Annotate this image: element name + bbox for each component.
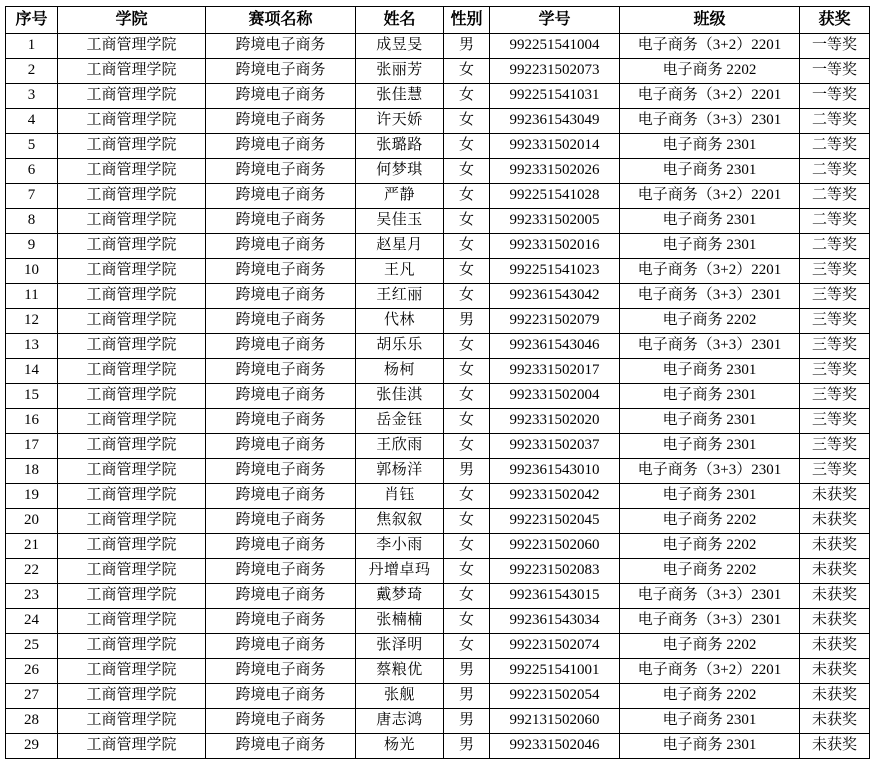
cell-student-id: 992231502079 [490,309,620,334]
cell-event: 跨境电子商务 [206,684,356,709]
cell-seq: 21 [6,534,58,559]
cell-college: 工商管理学院 [58,259,206,284]
cell-name: 张泽明 [356,634,444,659]
cell-award: 二等奖 [800,209,870,234]
cell-event: 跨境电子商务 [206,84,356,109]
cell-college: 工商管理学院 [58,659,206,684]
cell-name: 杨光 [356,734,444,759]
cell-class: 电子商务 2202 [620,309,800,334]
cell-name: 焦叙叙 [356,509,444,534]
cell-gender: 女 [444,159,490,184]
cell-gender: 女 [444,634,490,659]
cell-name: 王凡 [356,259,444,284]
cell-seq: 5 [6,134,58,159]
cell-seq: 19 [6,484,58,509]
column-header-name: 姓名 [356,7,444,34]
cell-name: 李小雨 [356,534,444,559]
cell-seq: 9 [6,234,58,259]
cell-college: 工商管理学院 [58,459,206,484]
cell-name: 胡乐乐 [356,334,444,359]
cell-event: 跨境电子商务 [206,634,356,659]
table-row [6,709,870,734]
cell-award: 一等奖 [800,84,870,109]
cell-college: 工商管理学院 [58,59,206,84]
table-row [6,384,870,409]
table-row [6,559,870,584]
cell-award: 未获奖 [800,534,870,559]
cell-class: 电子商务 2301 [620,709,800,734]
cell-event: 跨境电子商务 [206,459,356,484]
cell-event: 跨境电子商务 [206,409,356,434]
cell-gender: 女 [444,609,490,634]
cell-college: 工商管理学院 [58,634,206,659]
cell-award: 三等奖 [800,384,870,409]
cell-seq: 6 [6,159,58,184]
cell-seq: 8 [6,209,58,234]
table-row [6,134,870,159]
cell-class: 电子商务 2301 [620,234,800,259]
cell-gender: 男 [444,659,490,684]
cell-seq: 27 [6,684,58,709]
cell-award: 未获奖 [800,734,870,759]
cell-college: 工商管理学院 [58,84,206,109]
cell-seq: 17 [6,434,58,459]
cell-name: 唐志鸿 [356,709,444,734]
cell-gender: 男 [444,709,490,734]
cell-award: 三等奖 [800,359,870,384]
cell-seq: 16 [6,409,58,434]
cell-event: 跨境电子商务 [206,734,356,759]
table-row [6,609,870,634]
cell-seq: 2 [6,59,58,84]
cell-name: 严静 [356,184,444,209]
cell-seq: 22 [6,559,58,584]
cell-name: 何梦琪 [356,159,444,184]
table-row [6,184,870,209]
table-row [6,234,870,259]
cell-award: 未获奖 [800,559,870,584]
cell-gender: 女 [444,434,490,459]
cell-gender: 女 [444,559,490,584]
cell-award: 未获奖 [800,609,870,634]
cell-class: 电子商务（3+3）2301 [620,284,800,309]
cell-college: 工商管理学院 [58,534,206,559]
cell-event: 跨境电子商务 [206,359,356,384]
table-row [6,334,870,359]
cell-college: 工商管理学院 [58,234,206,259]
column-header-college: 学院 [58,7,206,34]
cell-college: 工商管理学院 [58,409,206,434]
cell-name: 张佳慧 [356,84,444,109]
cell-student-id: 992231502073 [490,59,620,84]
column-header-seq: 序号 [6,7,58,34]
cell-student-id: 992231502060 [490,534,620,559]
cell-name: 张璐路 [356,134,444,159]
cell-college: 工商管理学院 [58,609,206,634]
cell-student-id: 992361543046 [490,334,620,359]
cell-award: 二等奖 [800,234,870,259]
cell-college: 工商管理学院 [58,134,206,159]
cell-gender: 女 [444,209,490,234]
cell-class: 电子商务 2301 [620,734,800,759]
cell-student-id: 992331502046 [490,734,620,759]
cell-class: 电子商务 2301 [620,209,800,234]
cell-award: 三等奖 [800,309,870,334]
cell-award: 一等奖 [800,34,870,59]
cell-class: 电子商务 2301 [620,434,800,459]
cell-college: 工商管理学院 [58,309,206,334]
cell-award: 未获奖 [800,484,870,509]
cell-seq: 18 [6,459,58,484]
cell-gender: 女 [444,84,490,109]
cell-event: 跨境电子商务 [206,59,356,84]
cell-student-id: 992251541001 [490,659,620,684]
cell-seq: 24 [6,609,58,634]
table-row [6,84,870,109]
table-row [6,684,870,709]
column-header-event: 赛项名称 [206,7,356,34]
cell-seq: 7 [6,184,58,209]
cell-student-id: 992331502020 [490,409,620,434]
table-header-row [6,7,870,34]
column-header-gender: 性别 [444,7,490,34]
cell-student-id: 992331502014 [490,134,620,159]
cell-gender: 女 [444,284,490,309]
cell-gender: 男 [444,309,490,334]
cell-award: 未获奖 [800,584,870,609]
cell-name: 赵星月 [356,234,444,259]
cell-gender: 女 [444,59,490,84]
table-row [6,734,870,759]
column-header-student-id: 学号 [490,7,620,34]
cell-gender: 女 [444,259,490,284]
cell-seq: 4 [6,109,58,134]
cell-student-id: 992331502037 [490,434,620,459]
cell-seq: 25 [6,634,58,659]
table-row [6,359,870,384]
cell-student-id: 992331502005 [490,209,620,234]
cell-name: 王欣雨 [356,434,444,459]
cell-seq: 14 [6,359,58,384]
cell-award: 三等奖 [800,334,870,359]
cell-college: 工商管理学院 [58,734,206,759]
cell-gender: 女 [444,409,490,434]
table-row [6,109,870,134]
cell-seq: 11 [6,284,58,309]
table-row [6,459,870,484]
cell-college: 工商管理学院 [58,184,206,209]
table-row [6,659,870,684]
cell-college: 工商管理学院 [58,684,206,709]
cell-college: 工商管理学院 [58,334,206,359]
table-row [6,159,870,184]
cell-event: 跨境电子商务 [206,484,356,509]
cell-seq: 10 [6,259,58,284]
cell-college: 工商管理学院 [58,284,206,309]
table-row [6,34,870,59]
cell-class: 电子商务 2202 [620,534,800,559]
cell-gender: 女 [444,534,490,559]
cell-award: 一等奖 [800,59,870,84]
award-results-table [5,6,870,759]
cell-class: 电子商务（3+2）2201 [620,34,800,59]
cell-student-id: 992131502060 [490,709,620,734]
cell-seq: 13 [6,334,58,359]
cell-student-id: 992361543015 [490,584,620,609]
cell-award: 三等奖 [800,284,870,309]
cell-class: 电子商务 2301 [620,159,800,184]
cell-name: 蔡粮优 [356,659,444,684]
cell-student-id: 992251541028 [490,184,620,209]
cell-student-id: 992231502045 [490,509,620,534]
table-row [6,209,870,234]
cell-gender: 女 [444,134,490,159]
cell-student-id: 992331502016 [490,234,620,259]
cell-event: 跨境电子商务 [206,509,356,534]
column-header-class: 班级 [620,7,800,34]
cell-award: 二等奖 [800,134,870,159]
cell-class: 电子商务（3+2）2201 [620,84,800,109]
cell-gender: 女 [444,509,490,534]
cell-name: 杨柯 [356,359,444,384]
table-row [6,284,870,309]
cell-class: 电子商务（3+2）2201 [620,659,800,684]
table-row [6,309,870,334]
cell-seq: 26 [6,659,58,684]
cell-student-id: 992331502017 [490,359,620,384]
cell-gender: 女 [444,359,490,384]
cell-award: 三等奖 [800,434,870,459]
cell-name: 戴梦琦 [356,584,444,609]
cell-name: 郭杨洋 [356,459,444,484]
cell-class: 电子商务（3+3）2301 [620,109,800,134]
cell-event: 跨境电子商务 [206,584,356,609]
cell-class: 电子商务 2301 [620,359,800,384]
cell-student-id: 992251541023 [490,259,620,284]
cell-student-id: 992231502054 [490,684,620,709]
cell-class: 电子商务（3+2）2201 [620,259,800,284]
cell-event: 跨境电子商务 [206,609,356,634]
cell-class: 电子商务（3+3）2301 [620,459,800,484]
cell-college: 工商管理学院 [58,109,206,134]
cell-award: 未获奖 [800,509,870,534]
cell-class: 电子商务（3+3）2301 [620,334,800,359]
cell-student-id: 992361543034 [490,609,620,634]
cell-college: 工商管理学院 [58,434,206,459]
cell-award: 三等奖 [800,409,870,434]
cell-event: 跨境电子商务 [206,209,356,234]
cell-event: 跨境电子商务 [206,309,356,334]
cell-student-id: 992231502083 [490,559,620,584]
cell-event: 跨境电子商务 [206,434,356,459]
cell-event: 跨境电子商务 [206,234,356,259]
cell-seq: 20 [6,509,58,534]
table-row [6,434,870,459]
cell-college: 工商管理学院 [58,709,206,734]
cell-seq: 1 [6,34,58,59]
cell-class: 电子商务（3+2）2201 [620,184,800,209]
cell-name: 张佳淇 [356,384,444,409]
cell-student-id: 992231502074 [490,634,620,659]
cell-student-id: 992331502026 [490,159,620,184]
cell-event: 跨境电子商务 [206,34,356,59]
cell-award: 未获奖 [800,634,870,659]
cell-award: 未获奖 [800,709,870,734]
cell-event: 跨境电子商务 [206,109,356,134]
cell-class: 电子商务（3+3）2301 [620,584,800,609]
cell-class: 电子商务 2202 [620,59,800,84]
cell-award: 未获奖 [800,659,870,684]
cell-award: 二等奖 [800,159,870,184]
cell-gender: 女 [444,109,490,134]
cell-event: 跨境电子商务 [206,184,356,209]
cell-class: 电子商务 2202 [620,559,800,584]
cell-name: 肖钰 [356,484,444,509]
cell-name: 许天娇 [356,109,444,134]
cell-student-id: 992361543042 [490,284,620,309]
table-row [6,534,870,559]
cell-gender: 女 [444,384,490,409]
column-header-award: 获奖 [800,7,870,34]
cell-college: 工商管理学院 [58,34,206,59]
cell-class: 电子商务 2301 [620,484,800,509]
cell-class: 电子商务 2202 [620,509,800,534]
cell-class: 电子商务 2202 [620,634,800,659]
cell-gender: 男 [444,459,490,484]
cell-student-id: 992251541031 [490,84,620,109]
cell-event: 跨境电子商务 [206,384,356,409]
cell-seq: 23 [6,584,58,609]
cell-gender: 女 [444,334,490,359]
cell-seq: 12 [6,309,58,334]
cell-name: 成昱旻 [356,34,444,59]
cell-seq: 15 [6,384,58,409]
cell-college: 工商管理学院 [58,509,206,534]
cell-college: 工商管理学院 [58,209,206,234]
cell-class: 电子商务 2202 [620,684,800,709]
cell-name: 张丽芳 [356,59,444,84]
cell-award: 二等奖 [800,109,870,134]
cell-college: 工商管理学院 [58,559,206,584]
cell-event: 跨境电子商务 [206,659,356,684]
table-row [6,509,870,534]
cell-college: 工商管理学院 [58,384,206,409]
cell-event: 跨境电子商务 [206,134,356,159]
table-row [6,484,870,509]
cell-student-id: 992331502004 [490,384,620,409]
cell-name: 张舰 [356,684,444,709]
cell-gender: 女 [444,584,490,609]
cell-event: 跨境电子商务 [206,334,356,359]
cell-student-id: 992361543010 [490,459,620,484]
cell-college: 工商管理学院 [58,359,206,384]
cell-name: 王红丽 [356,284,444,309]
cell-award: 二等奖 [800,184,870,209]
cell-event: 跨境电子商务 [206,159,356,184]
cell-gender: 男 [444,734,490,759]
cell-college: 工商管理学院 [58,159,206,184]
cell-event: 跨境电子商务 [206,259,356,284]
cell-gender: 女 [444,234,490,259]
cell-event: 跨境电子商务 [206,709,356,734]
table-row [6,584,870,609]
cell-event: 跨境电子商务 [206,284,356,309]
cell-name: 张楠楠 [356,609,444,634]
cell-gender: 女 [444,184,490,209]
cell-gender: 男 [444,34,490,59]
cell-college: 工商管理学院 [58,584,206,609]
cell-event: 跨境电子商务 [206,534,356,559]
cell-name: 岳金钰 [356,409,444,434]
cell-seq: 3 [6,84,58,109]
cell-award: 三等奖 [800,459,870,484]
table-row [6,409,870,434]
cell-award: 未获奖 [800,684,870,709]
table-row [6,634,870,659]
cell-event: 跨境电子商务 [206,559,356,584]
table-row [6,59,870,84]
cell-seq: 29 [6,734,58,759]
cell-class: 电子商务（3+3）2301 [620,609,800,634]
cell-student-id: 992251541004 [490,34,620,59]
table-header [6,7,870,34]
table-body [6,34,870,759]
cell-seq: 28 [6,709,58,734]
cell-name: 吴佳玉 [356,209,444,234]
cell-class: 电子商务 2301 [620,134,800,159]
cell-student-id: 992361543049 [490,109,620,134]
cell-award: 三等奖 [800,259,870,284]
cell-name: 代林 [356,309,444,334]
cell-gender: 男 [444,684,490,709]
cell-gender: 女 [444,484,490,509]
cell-class: 电子商务 2301 [620,409,800,434]
cell-college: 工商管理学院 [58,484,206,509]
cell-class: 电子商务 2301 [620,384,800,409]
table-row [6,259,870,284]
cell-name: 丹增卓玛 [356,559,444,584]
cell-student-id: 992331502042 [490,484,620,509]
